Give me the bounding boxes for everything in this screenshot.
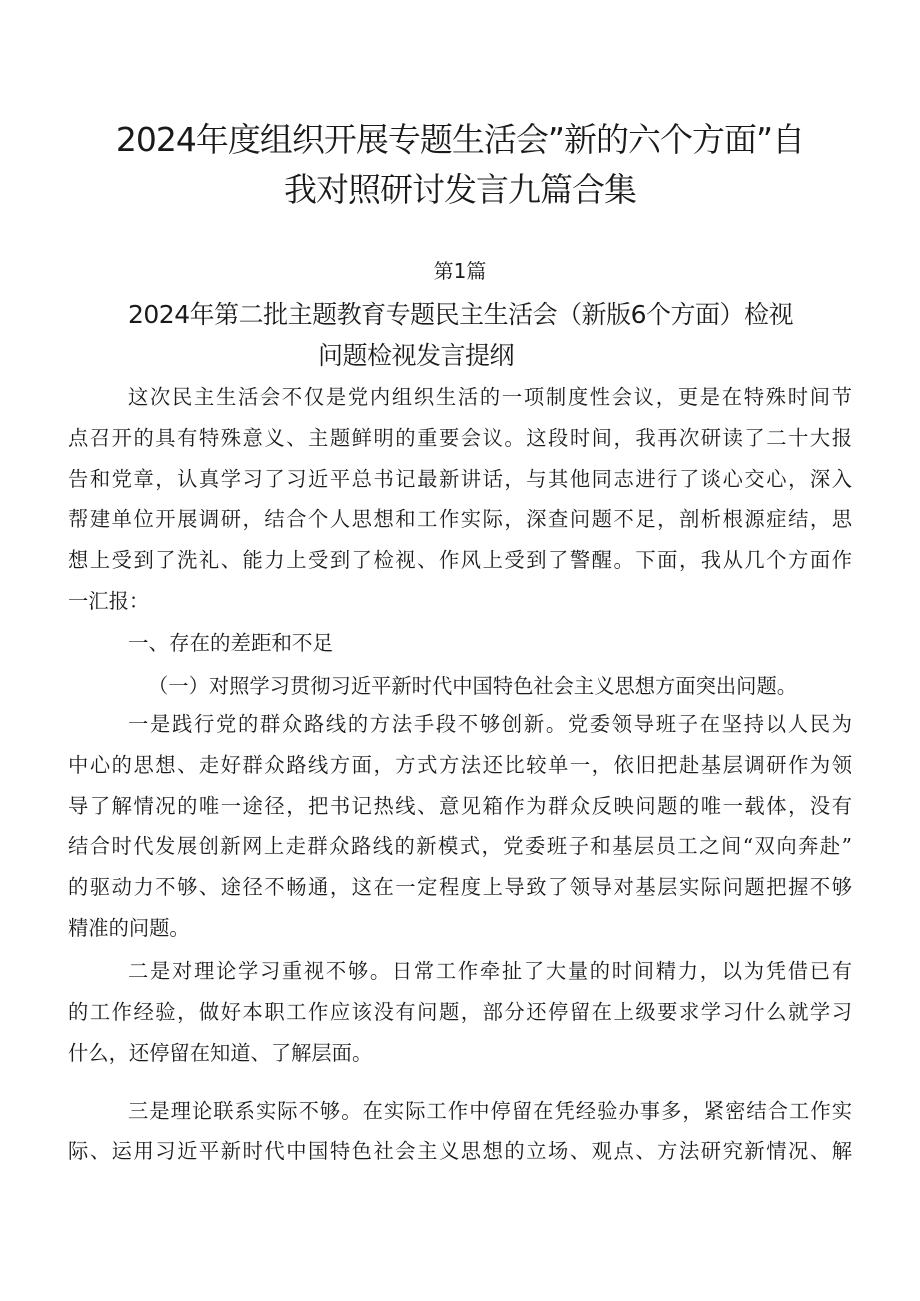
point1-line: 导了解情况的唯一途径，把书记热线、意见箱作为群众反映问题的唯一载体，没有 — [68, 794, 852, 818]
point1-line: 精准的问题。 — [68, 916, 190, 940]
point2-line: 的工作经验，做好本职工作应该没有问题，部分还停留在上级要求学习什么就学习 — [68, 1000, 852, 1024]
document-title-line-2: 我对照研讨发言九篇合集 — [284, 170, 636, 209]
intro-line: 一汇报： — [68, 589, 150, 613]
point1-line: 的驱动力不够、途径不畅通，这在一定程度上导致了领导对基层实际问题把握不够 — [68, 875, 852, 899]
part-label: 第1篇 — [433, 259, 487, 283]
intro-line: 告和党章，认真学习了习近平总书记最新讲话，与其他同志进行了谈心交心，深入 — [68, 467, 852, 491]
article-subtitle-line-2: 问题检视发言提纲 — [318, 341, 515, 370]
point1-line: 一是践行党的群众路线的方法手段不够创新。党委领导班子在坚持以人民为 — [128, 712, 852, 736]
intro-line: 这次民主生活会不仅是党内组织生活的一项制度性会议，更是在特殊时间节 — [128, 385, 852, 409]
point2-line: 什么，还停留在知道、了解层面。 — [68, 1041, 373, 1065]
point2-line: 二是对理论学习重视不够。日常工作牵扯了大量的时间精力，以为凭借已有 — [128, 959, 852, 983]
section-heading: 一、存在的差距和不足 — [128, 631, 333, 655]
document-title-line-1: 2024年度组织开展专题生活会”新的六个方面”自 — [115, 120, 805, 159]
point3-line: 际、运用习近平新时代中国特色社会主义思想的立场、观点、方法研究新情况、解 — [68, 1139, 852, 1163]
subsection-heading: （一）对照学习贯彻习近平新时代中国特色社会主义思想方面突出问题。 — [148, 674, 798, 698]
article-subtitle-line-1: 2024年第二批主题教育专题民主生活会（新版6个方面）检视 — [128, 300, 794, 329]
point1-line: 结合时代发展创新网上走群众路线的新模式，党委班子和基层员工之间“双向奔赴” — [68, 834, 852, 858]
point3-line: 三是理论联系实际不够。在实际工作中停留在凭经验办事多，紧密结合工作实 — [128, 1099, 852, 1123]
intro-line: 想上受到了洗礼、能力上受到了检视、作风上受到了警醒。下面，我从几个方面作 — [68, 548, 852, 572]
point1-line: 中心的思想、走好群众路线方面，方式方法还比较单一，依旧把赴基层调研作为领 — [68, 753, 852, 777]
intro-line: 点召开的具有特殊意义、主题鲜明的重要会议。这段时间，我再次研读了二十大报 — [68, 426, 852, 450]
intro-line: 帮建单位开展调研，结合个人思想和工作实际，深查问题不足，剖析根源症结，思 — [68, 507, 852, 531]
